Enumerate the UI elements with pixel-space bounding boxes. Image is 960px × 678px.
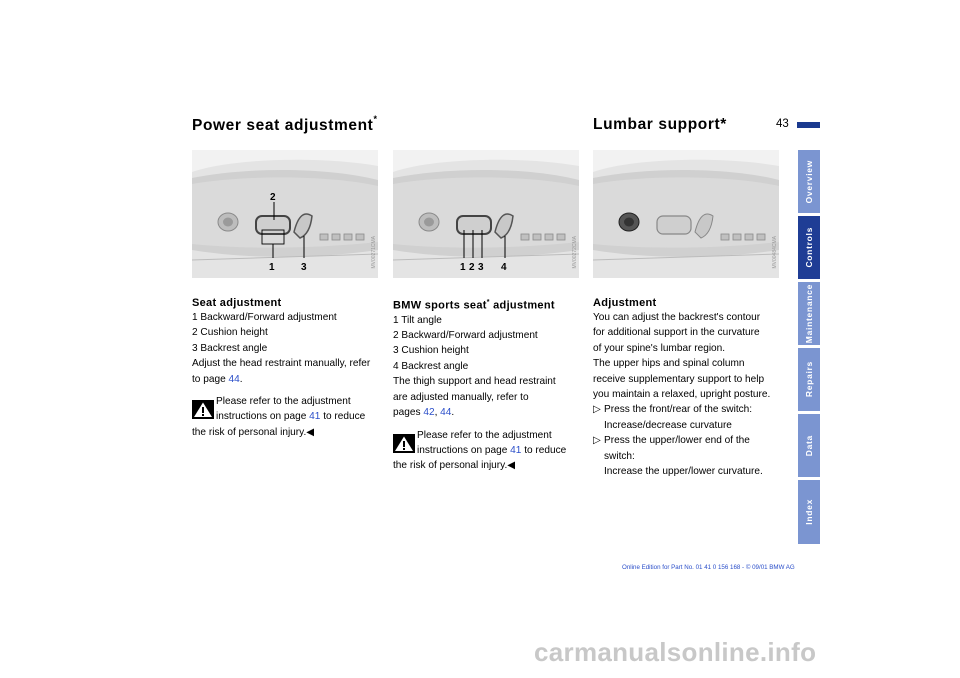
warning-note: Please refer to the adjustment instructions on page 41 to reduce the risk of personal injury.◀: [393, 429, 567, 472]
figure-seat-adjustment: [192, 150, 378, 278]
figure-id: MV00272CMA: [572, 236, 578, 269]
paragraph: of your spine's lumbar region.: [593, 342, 726, 354]
list-item: 3 Backrest angle: [192, 342, 268, 354]
list-item: 2 Backward/Forward adjustment: [393, 330, 538, 342]
callout-1: 1: [269, 262, 275, 273]
list-item: 1 Tilt angle: [393, 314, 442, 326]
paragraph: You can adjust the backrest's contour: [593, 312, 761, 323]
tab-index[interactable]: Index: [798, 480, 820, 544]
section-title: BMW sports seat* adjustment: [393, 299, 555, 312]
paragraph: pages 42, 44.: [393, 407, 455, 419]
section-title: Adjustment: [593, 297, 657, 309]
warning-note: Please refer to the adjustment instructions on page 41 to reduce the risk of personal injury.◀: [192, 396, 366, 438]
page-link-42[interactable]: 42: [423, 407, 435, 419]
tab-controls[interactable]: Controls: [798, 216, 820, 279]
section-lumbar-adjustment: [593, 296, 785, 479]
paragraph: receive supplementary support to help: [593, 373, 765, 385]
paragraph: to page 44.: [192, 373, 243, 385]
list-item: 2 Cushion height: [192, 327, 268, 339]
bullet-arrow-icon: ▷: [593, 404, 601, 416]
section-title: Seat adjustment: [192, 297, 282, 309]
list-item: 4 Backrest angle: [393, 360, 469, 372]
page-link-41[interactable]: 41: [510, 444, 522, 456]
page-number-bar: [797, 122, 820, 128]
heading-power-seat: Power seat adjustment*: [192, 114, 378, 135]
section-sports-seat: [393, 296, 585, 474]
tab-overview[interactable]: Overview: [798, 150, 820, 213]
tab-data[interactable]: Data: [798, 414, 820, 477]
callout-3: 3: [478, 262, 484, 273]
footer-edition: Online Edition for Part No. 01 41 0 156 168 - © 09/01 BMW AG: [622, 564, 795, 571]
paragraph: The thigh support and head restraint: [393, 376, 556, 388]
callout-2: 2: [469, 262, 475, 273]
figure-id: MV00271CMA: [371, 236, 377, 269]
list-item: 1 Backward/Forward adjustment: [192, 312, 337, 323]
page-number: 43: [776, 118, 789, 130]
tab-maintenance[interactable]: Maintenance: [798, 282, 820, 345]
list-item: 3 Cushion height: [393, 345, 469, 357]
tab-repairs[interactable]: Repairs: [798, 348, 820, 411]
paragraph: for additional support in the curvature: [593, 327, 760, 339]
paragraph: Adjust the head restraint manually, refer: [192, 358, 371, 370]
page-link-44[interactable]: 44: [440, 407, 452, 419]
paragraph: The upper hips and spinal column: [593, 358, 745, 370]
callout-1: 1: [460, 262, 466, 273]
watermark: carmanualsonline.info: [534, 637, 817, 667]
warning-icon: [393, 434, 415, 453]
page-link-44[interactable]: 44: [228, 373, 240, 385]
figure-lumbar-support: [593, 150, 779, 278]
page-link-41[interactable]: 41: [309, 411, 321, 423]
warning-icon: [192, 400, 214, 419]
list-item: ▷ Press the front/rear of the switch: Increase/decrease curvature: [593, 402, 785, 433]
section-seat-adjustment: [192, 296, 384, 440]
callout-2: 2: [270, 192, 276, 203]
bullet-arrow-icon: ▷: [593, 435, 601, 447]
heading-lumbar-support: Lumbar support*: [593, 116, 727, 133]
callout-4: 4: [501, 262, 507, 273]
paragraph: you maintain a relaxed, upright posture.: [593, 389, 771, 401]
list-item: ▷ Press the upper/lower end of the switch: Increase the upper/lower curvature.: [593, 433, 785, 479]
figure-sports-seat: [393, 150, 579, 278]
paragraph: are adjusted manually, refer to: [393, 391, 529, 403]
callout-3: 3: [301, 262, 307, 273]
figure-id: MV00484CMA: [772, 236, 778, 269]
